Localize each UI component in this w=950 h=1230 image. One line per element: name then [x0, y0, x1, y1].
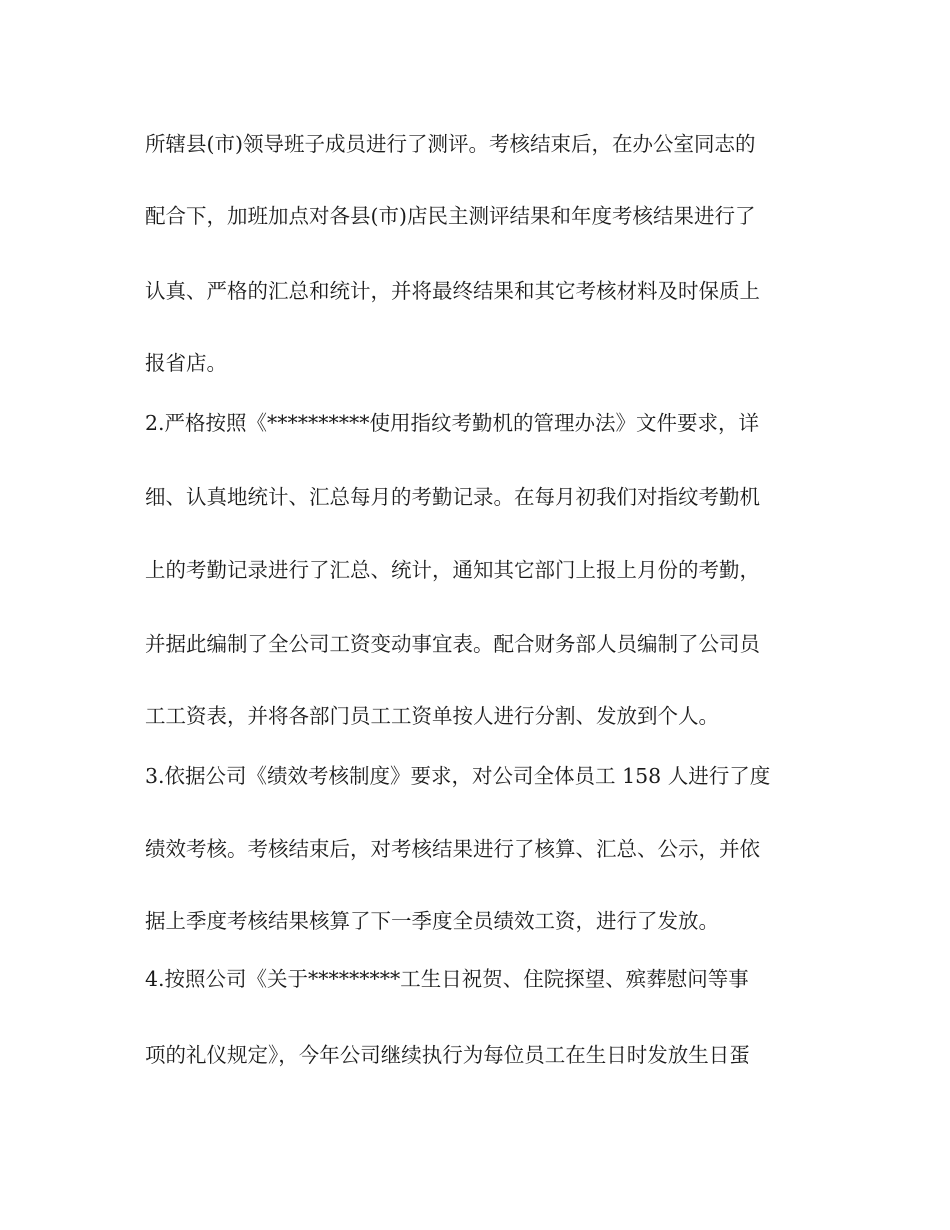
text-line: 所辖县(市)领导班子成员进行了测评。考核结束后，在办公室同志的: [145, 132, 756, 156]
text-line: 3.依据公司《绩效考核制度》要求，对公司全体员工 158 人进行了度: [145, 764, 771, 788]
text-line: 4.按照公司《关于*********工生日祝贺、住院探望、殡葬慰问等事: [145, 967, 749, 991]
text-line: 绩效考核。考核结束后，对考核结果进行了核算、汇总、公示，并依: [145, 837, 760, 861]
text-line: 上的考勤记录进行了汇总、统计，通知其它部门上报上月份的考勤，: [145, 558, 760, 582]
text-line: 并据此编制了全公司工资变动事宜表。配合财务部人员编制了公司员: [145, 632, 760, 656]
text-line: 报省店。: [145, 351, 227, 375]
text-line: 认真、严格的汇总和统计，并将最终结果和其它考核材料及时保质上: [145, 279, 760, 303]
text-line: 2.严格按照《**********使用指纹考勤机的管理办法》文件要求，详: [145, 411, 760, 435]
text-line: 项的礼仪规定》，今年公司继续执行为每位员工在生日时发放生日蛋: [145, 1043, 750, 1067]
text-line: 工工资表，并将各部门员工工资单按人进行分割、发放到个人。: [145, 704, 719, 728]
text-line: 细、认真地统计、汇总每月的考勤记录。在每月初我们对指纹考勤机: [145, 485, 760, 509]
text-line: 配合下，加班加点对各县(市)店民主测评结果和年度考核结果进行了: [145, 204, 756, 228]
text-line: 据上季度考核结果核算了下一季度全员绩效工资，进行了发放。: [145, 909, 719, 933]
